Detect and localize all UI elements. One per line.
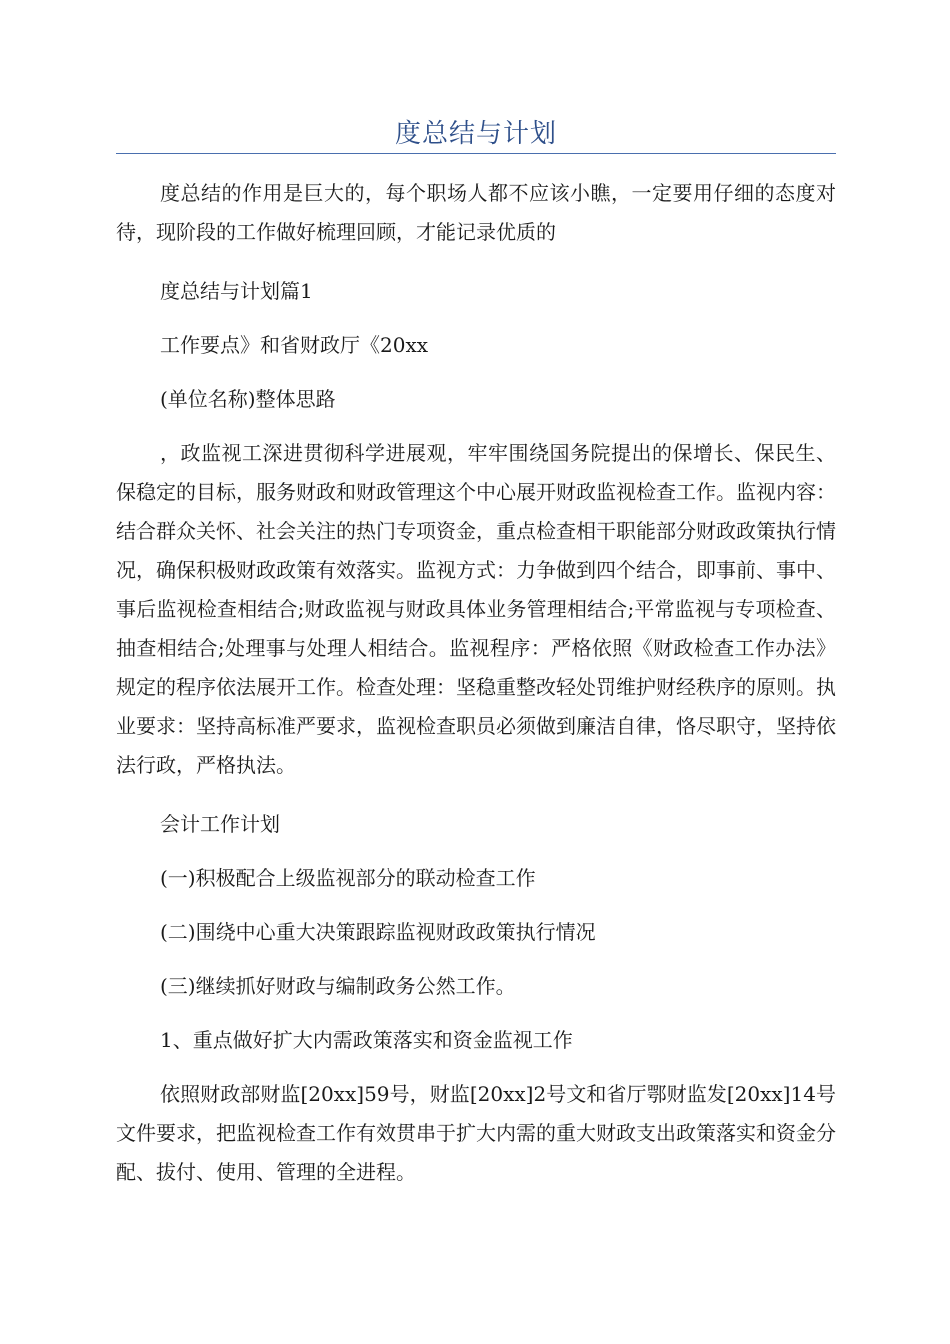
list-item: (三)继续抓好财政与编制政务公然工作。 (160, 974, 516, 998)
title-underline (116, 153, 836, 154)
list-item: (二)围绕中心重大决策跟踪监视财政政策执行情况 (160, 920, 596, 944)
paragraph-line: 工作要点》和省财政厅《20xx (160, 333, 429, 357)
section-heading: 度总结与计划篇1 (160, 279, 313, 303)
body-paragraph: 依照财政部财监[20xx]59号，财监[20xx]2号文和省厅鄂财监发[20xx]14号文件要求，把监视检查工作有效贯串于扩大内需的重大财政支出政策落实和资金分配、拔付、使用、管理的全进程。 (116, 1082, 836, 1184)
list-item: 1、重点做好扩大内需政策落实和资金监视工作 (160, 1028, 573, 1052)
list-item: (一)积极配合上级监视部分的联动检查工作 (160, 866, 536, 890)
document-title: 度总结与计划 (394, 119, 557, 149)
document-body (116, 174, 836, 1212)
intro-paragraph: 度总结的作用是巨大的，每个职场人都不应该小瞧，一定要用仔细的态度对待，现阶段的工作做好梳理回顾，才能记录优质的 (116, 181, 836, 244)
section-heading: 会计工作计划 (160, 812, 280, 836)
body-paragraph: ，政监视工深进贯彻科学进展观，牢牢围绕国务院提出的保增长、保民生、保稳定的目标，服务财政和财政管理这个中心展开财政监视检查工作。监视内容：结合群众关怀、社会关注的热门专项资金，重点检查相干职能部分财政政策执行情况，确保积极财政政策有效落实。监视方式：力争做到四个结合，即事前、事中、事后监视检查相结合;财政监视与财政具体业务管理相结合;平常监视与专项检查、抽查相结合;处理事与处理人相结合。监视程序：严格依照《财政检查工作办法》规定的程序依法展开工作。检查处理：坚稳重整改轻处罚维护财经秩序的原则。执业要求：坚持高标准严要求，监视检查职员必须做到廉洁自律，恪尽职守，坚持依法行政，严格执法。 (116, 441, 836, 777)
paragraph-line: (单位名称)整体思路 (160, 387, 336, 411)
